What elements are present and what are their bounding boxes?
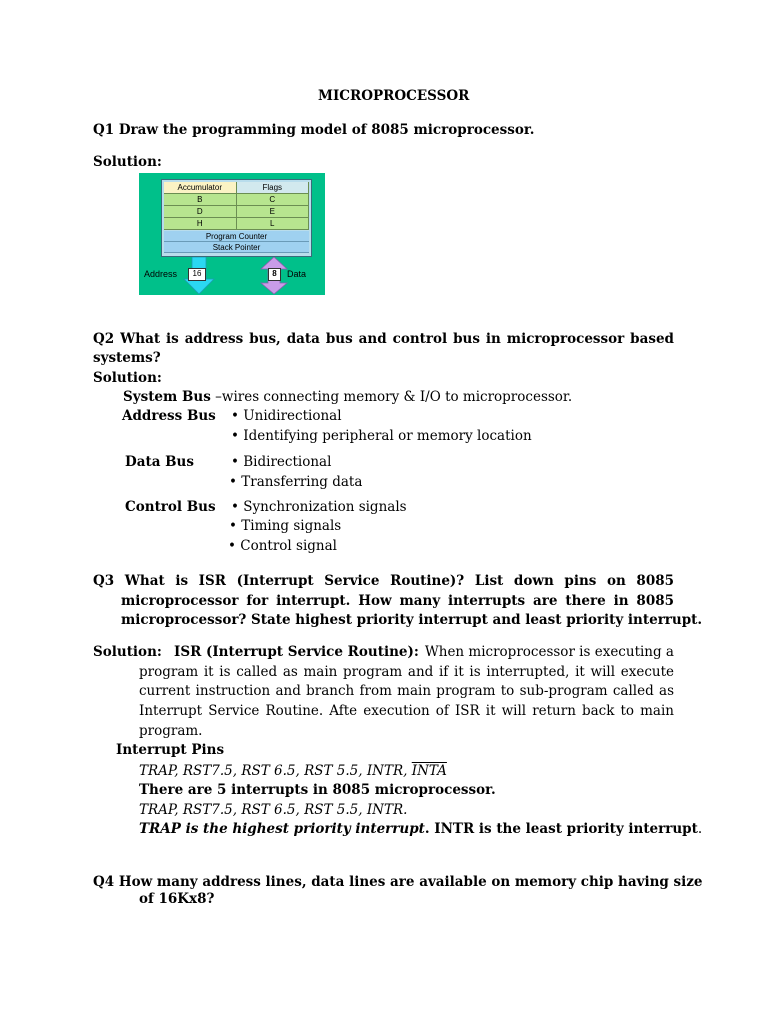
- register-h: H: [164, 218, 237, 230]
- data-bus-label: Data Bus: [125, 454, 194, 470]
- register-c: C: [237, 194, 310, 206]
- interrupt-count: There are 5 interrupts in 8085 microprocessor.: [139, 782, 496, 798]
- register-b: B: [164, 194, 237, 206]
- q3-answer-first-line: [174, 643, 674, 662]
- least-priority-end: .: [697, 821, 703, 837]
- interrupt-pins-list: [139, 762, 447, 781]
- q1-solution-label: Solution:: [93, 154, 162, 170]
- address-bus-item: • Unidirectional: [231, 408, 342, 424]
- programming-model-diagram: [139, 173, 325, 295]
- data-bus-item: • Bidirectional: [231, 454, 332, 470]
- pins-list-prefix: TRAP, RST7.5, RST 6.5, RST 5.5, INTR,: [139, 763, 412, 779]
- q3-solution-label: Solution:: [93, 644, 162, 660]
- register-flags: Flags: [237, 182, 310, 194]
- q3-answer-line: Interrupt Service Routine. Afte execution of ISR it will return back to main: [139, 703, 674, 719]
- interrupt-pins-label: Interrupt Pins: [116, 742, 225, 758]
- interrupt-pins-list-2: TRAP, RST7.5, RST 6.5, RST 5.5, INTR.: [139, 802, 408, 818]
- control-bus-item: • Synchronization signals: [231, 499, 407, 515]
- data-label: Data: [287, 269, 307, 279]
- register-grid: [164, 182, 309, 230]
- stack-pointer: Stack Pointer: [164, 242, 309, 253]
- register-block: [161, 179, 312, 257]
- register-d: D: [164, 206, 237, 218]
- q2-solution-label: Solution:: [93, 370, 162, 386]
- q3-question-line2: microprocessor for interrupt. How many interrupts are there in 8085: [121, 593, 674, 609]
- least-priority: . INTR is the least priority interrupt: [424, 821, 698, 837]
- control-bus-label: Control Bus: [125, 499, 216, 515]
- system-bus-label: System Bus: [123, 389, 211, 405]
- q3-answer-first: When microprocessor is executing a: [424, 644, 674, 660]
- q3-answer-line: current instruction and branch from main program to sub-program called as: [139, 683, 674, 699]
- q2-question-line2: systems?: [93, 350, 161, 366]
- q3-question-line3: microprocessor? State highest priority interrupt and least priority interrupt.: [121, 612, 703, 628]
- address-bus-label: Address Bus: [122, 408, 216, 424]
- program-counter: Program Counter: [164, 231, 309, 242]
- page-title: MICROPROCESSOR: [318, 88, 470, 104]
- control-bus-item: • Timing signals: [229, 518, 342, 534]
- q3-answer-last: program.: [139, 723, 203, 739]
- priority-statement: [139, 820, 702, 839]
- q4-question-line1: Q4 How many address lines, data lines are available on memory chip having size: [93, 874, 703, 890]
- q1-question: Q1 Draw the programming model of 8085 microprocessor.: [93, 122, 535, 138]
- q4-question-line2: of 16Kx8?: [139, 891, 215, 907]
- q3-question-line1: Q3 What is ISR (Interrupt Service Routine)? List down pins on 8085: [93, 573, 674, 589]
- register-l: L: [237, 218, 310, 230]
- q2-question-line1: Q2 What is address bus, data bus and control bus in microprocessor based: [93, 331, 674, 347]
- highest-priority: TRAP is the highest priority interrupt: [139, 821, 425, 837]
- register-accumulator: Accumulator: [164, 182, 237, 194]
- address-bus-item: • Identifying peripheral or memory location: [231, 428, 532, 444]
- data-width-box: 8: [268, 268, 281, 281]
- inta-pin: INTA: [411, 763, 447, 779]
- data-bus-item: • Transferring data: [229, 474, 363, 490]
- q3-answer-line: program it is called as main program and if it is interrupted, it will execute: [139, 664, 674, 680]
- address-label: Address: [144, 269, 178, 279]
- register-e: E: [237, 206, 310, 218]
- system-bus-line: [123, 388, 572, 407]
- isr-label: ISR (Interrupt Service Routine):: [174, 644, 419, 660]
- address-width-box: 16: [188, 268, 206, 281]
- control-bus-item: • Control signal: [228, 538, 337, 554]
- system-bus-desc: –wires connecting memory & I/O to microprocessor.: [215, 389, 573, 405]
